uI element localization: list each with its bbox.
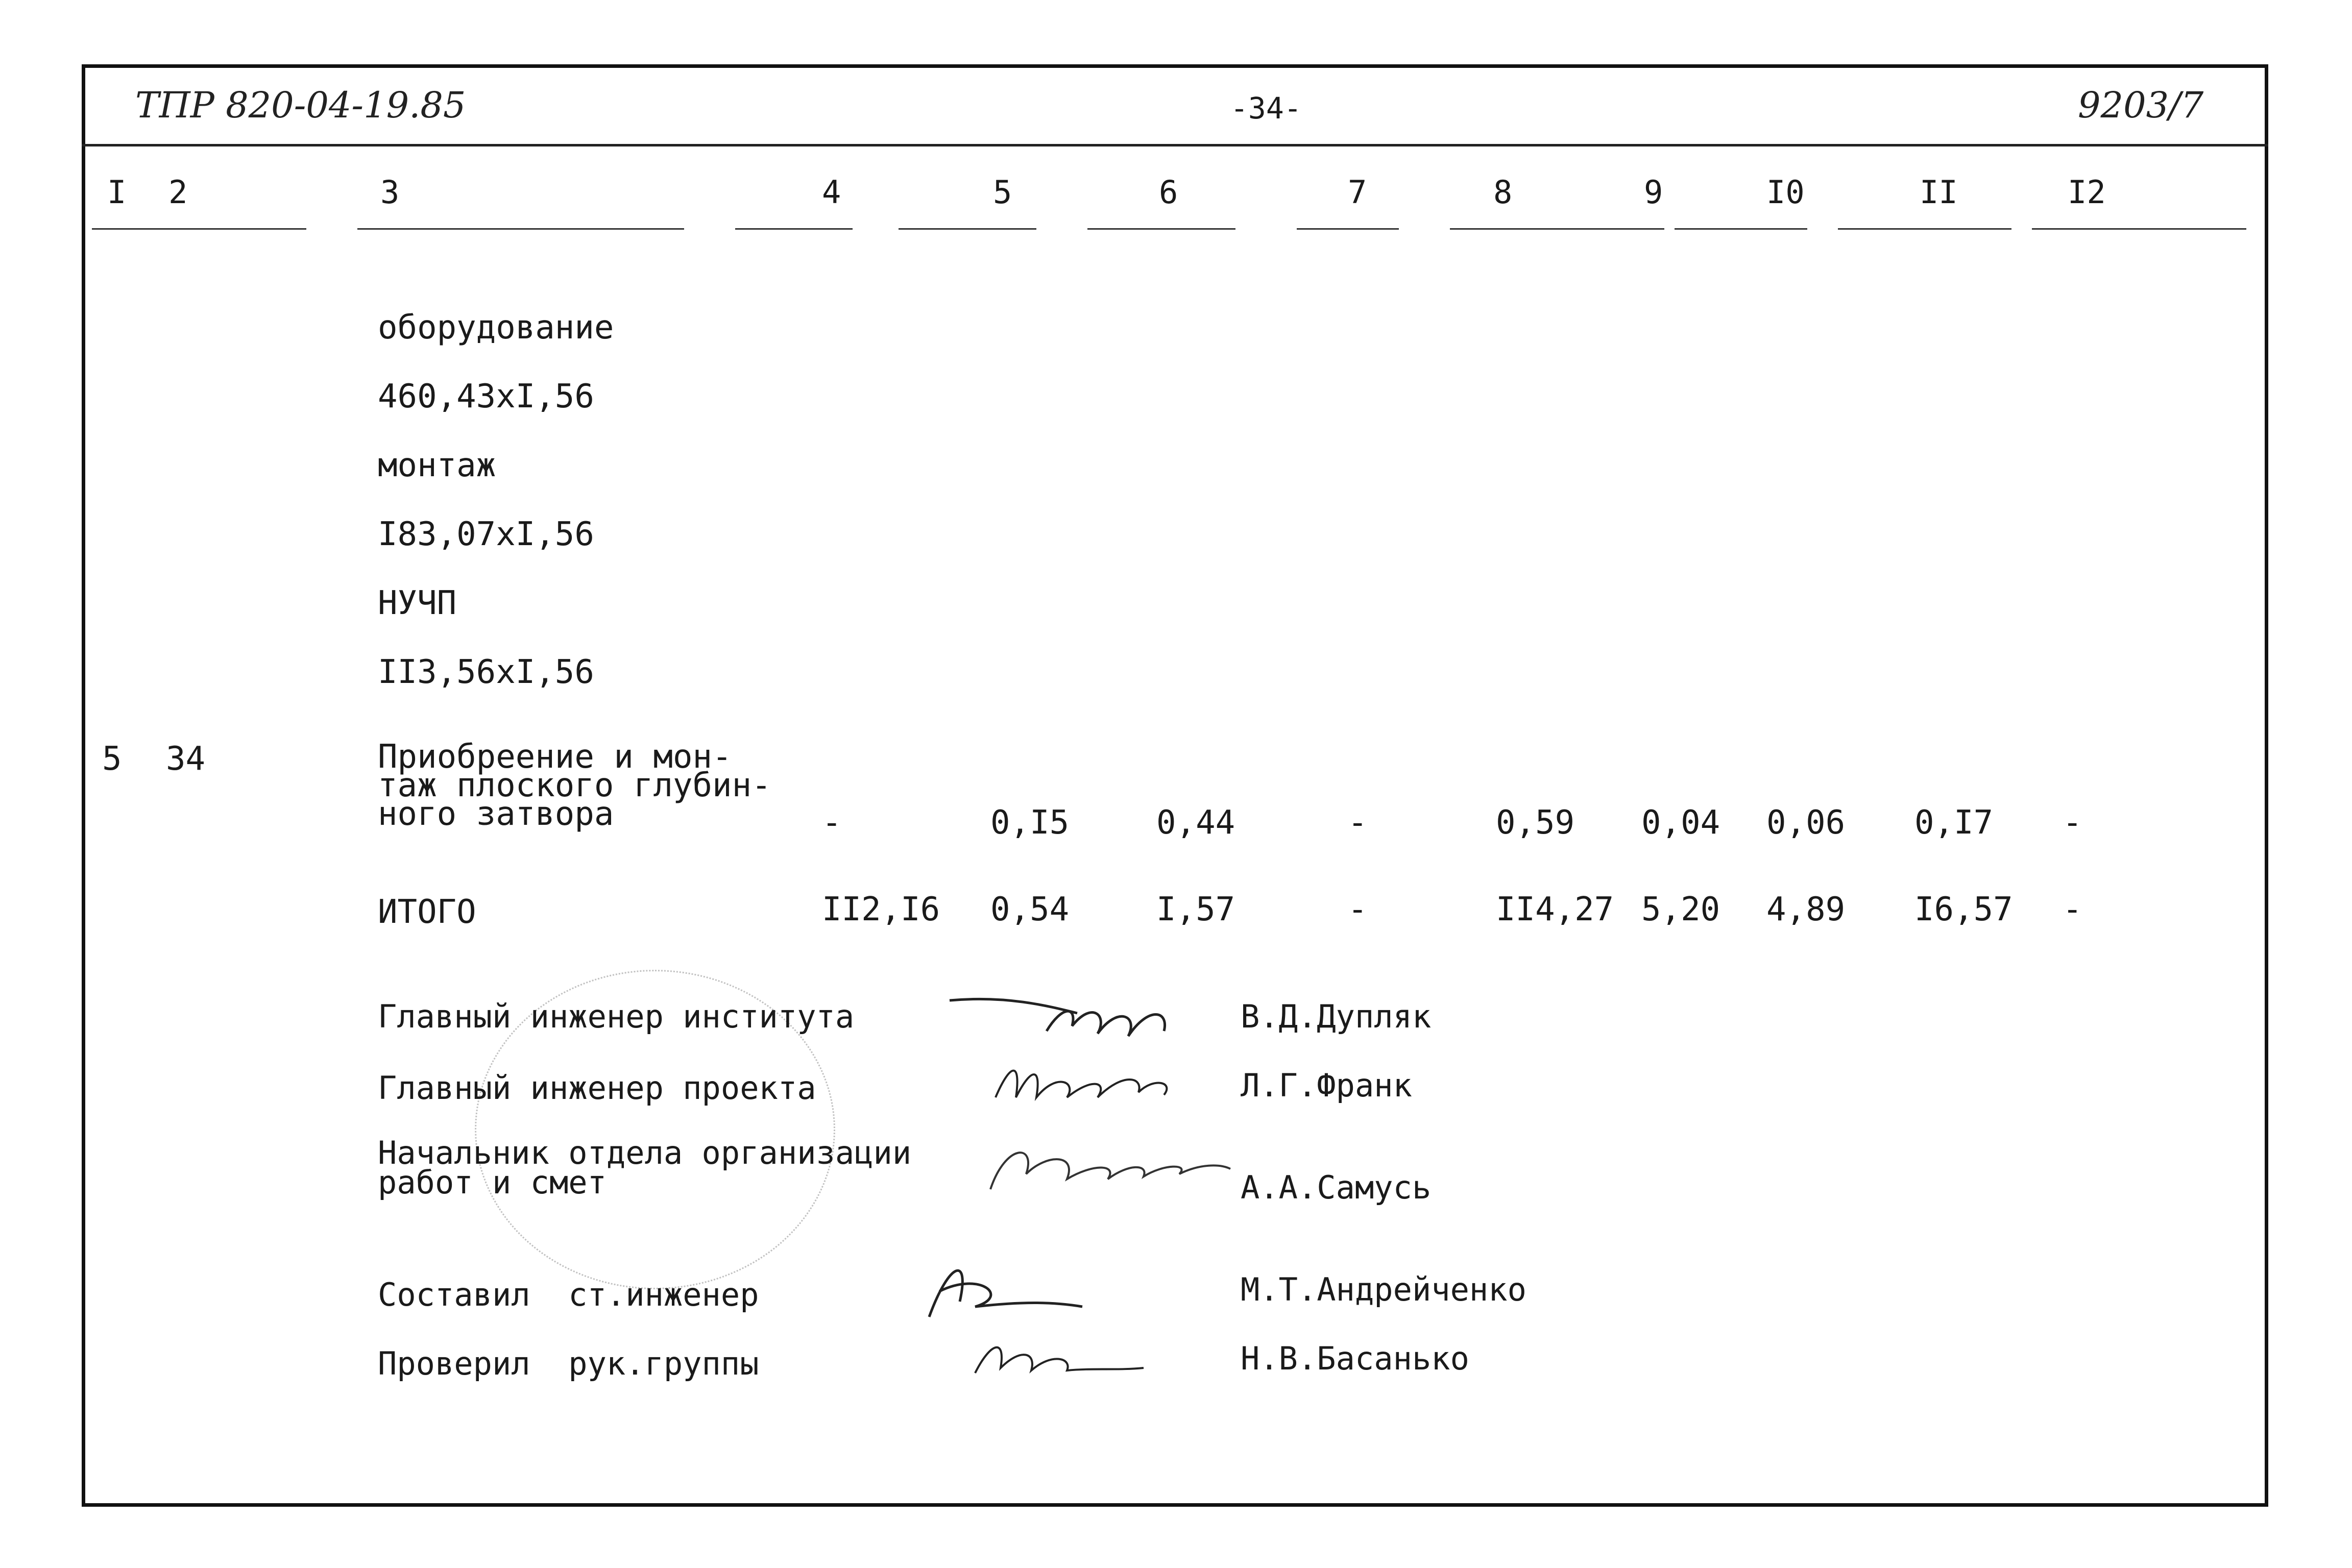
column-number-12: I2 (2068, 174, 2106, 211)
body-line: 460,43xI,56 (378, 378, 594, 415)
item-value-col6: 0,44 (1156, 804, 1235, 842)
signature-name: М.Т.Андрейченко (1241, 1271, 1526, 1308)
signature-name: А.А.Самусь (1241, 1169, 1432, 1206)
signature-role: Главный инженер института (378, 998, 855, 1035)
page-number: -34- (1230, 91, 1302, 126)
item-col2: 34 (166, 740, 206, 778)
item-value-col8: 0,59 (1496, 804, 1575, 842)
total-value-col11: I6,57 (1914, 891, 2013, 928)
column-underline (1087, 228, 1235, 230)
total-value-col6: I,57 (1156, 891, 1235, 928)
body-line: I83,07xI,56 (378, 516, 594, 553)
column-number-9: 9 (1644, 174, 1663, 211)
item-col1: 5 (102, 740, 122, 778)
item-description-line: таж плоского глубин- (378, 767, 771, 804)
total-value-col12: - (2063, 891, 2082, 928)
doc-code: ТПР 820-04-19.85 (135, 84, 466, 126)
column-number-7: 7 (1348, 174, 1367, 211)
signature-name: В.Д.Дупляк (1241, 998, 1432, 1035)
total-value-col4: II2,I6 (822, 891, 940, 928)
total-value-col5: 0,54 (990, 891, 1070, 928)
column-number-3: 3 (380, 174, 400, 211)
body-line: II3,56xI,56 (378, 653, 594, 691)
column-number-2: 2 (168, 174, 188, 211)
signature-role: Начальник отдела организации работ и смет (378, 1134, 912, 1201)
column-underline (1450, 228, 1664, 230)
column-number-8: 8 (1493, 174, 1513, 211)
signature-role: Составил ст.инженер (378, 1276, 759, 1313)
column-underline (899, 228, 1036, 230)
item-value-col9: 0,04 (1641, 804, 1720, 842)
body-line: монтаж (378, 447, 496, 484)
column-number-5: 5 (993, 174, 1012, 211)
item-value-col7: - (1348, 804, 1368, 842)
item-description-line: ного затвора (378, 795, 614, 833)
body-line: оборудование (378, 309, 614, 347)
column-number-1: I (107, 174, 127, 211)
total-label: ИТОГО (378, 893, 476, 931)
signature-role: Главный инженер проекта (378, 1069, 816, 1107)
signature-name: Л.Г.Франк (1241, 1067, 1412, 1104)
sheet-code: 9203/7 (2078, 84, 2204, 126)
column-underline (1675, 228, 1807, 230)
column-number-6: 6 (1159, 174, 1178, 211)
handwritten-signature (990, 1051, 1195, 1108)
item-value-col5: 0,I5 (990, 804, 1070, 842)
column-underline (1838, 228, 2011, 230)
column-underline (2032, 228, 2246, 230)
column-number-10: I0 (1766, 174, 1805, 211)
column-number-11: II (1920, 174, 1958, 211)
handwritten-signature (909, 1251, 1103, 1327)
body-line: НУЧП (378, 584, 457, 622)
item-description-line: Приобреение и мон- (378, 738, 732, 776)
header-divider (82, 144, 2268, 146)
handwritten-signature (944, 985, 1190, 1051)
item-value-col4: - (822, 804, 842, 842)
item-value-col12: - (2063, 804, 2082, 842)
column-underline (357, 228, 684, 230)
total-value-col7: - (1348, 891, 1368, 928)
handwritten-signature (970, 1327, 1154, 1383)
total-value-col10: 4,89 (1766, 891, 1846, 928)
column-underline (735, 228, 853, 230)
signature-name: Н.В.Басанько (1241, 1340, 1469, 1377)
item-value-col11: 0,I7 (1914, 804, 1994, 842)
column-number-4: 4 (822, 174, 841, 211)
column-underline (1297, 228, 1399, 230)
column-underline (92, 228, 306, 230)
total-value-col9: 5,20 (1641, 891, 1720, 928)
handwritten-signature (975, 1133, 1241, 1199)
signature-role: Проверил рук.группы (378, 1345, 759, 1382)
item-value-col10: 0,06 (1766, 804, 1846, 842)
total-value-col8: II4,27 (1496, 891, 1614, 928)
